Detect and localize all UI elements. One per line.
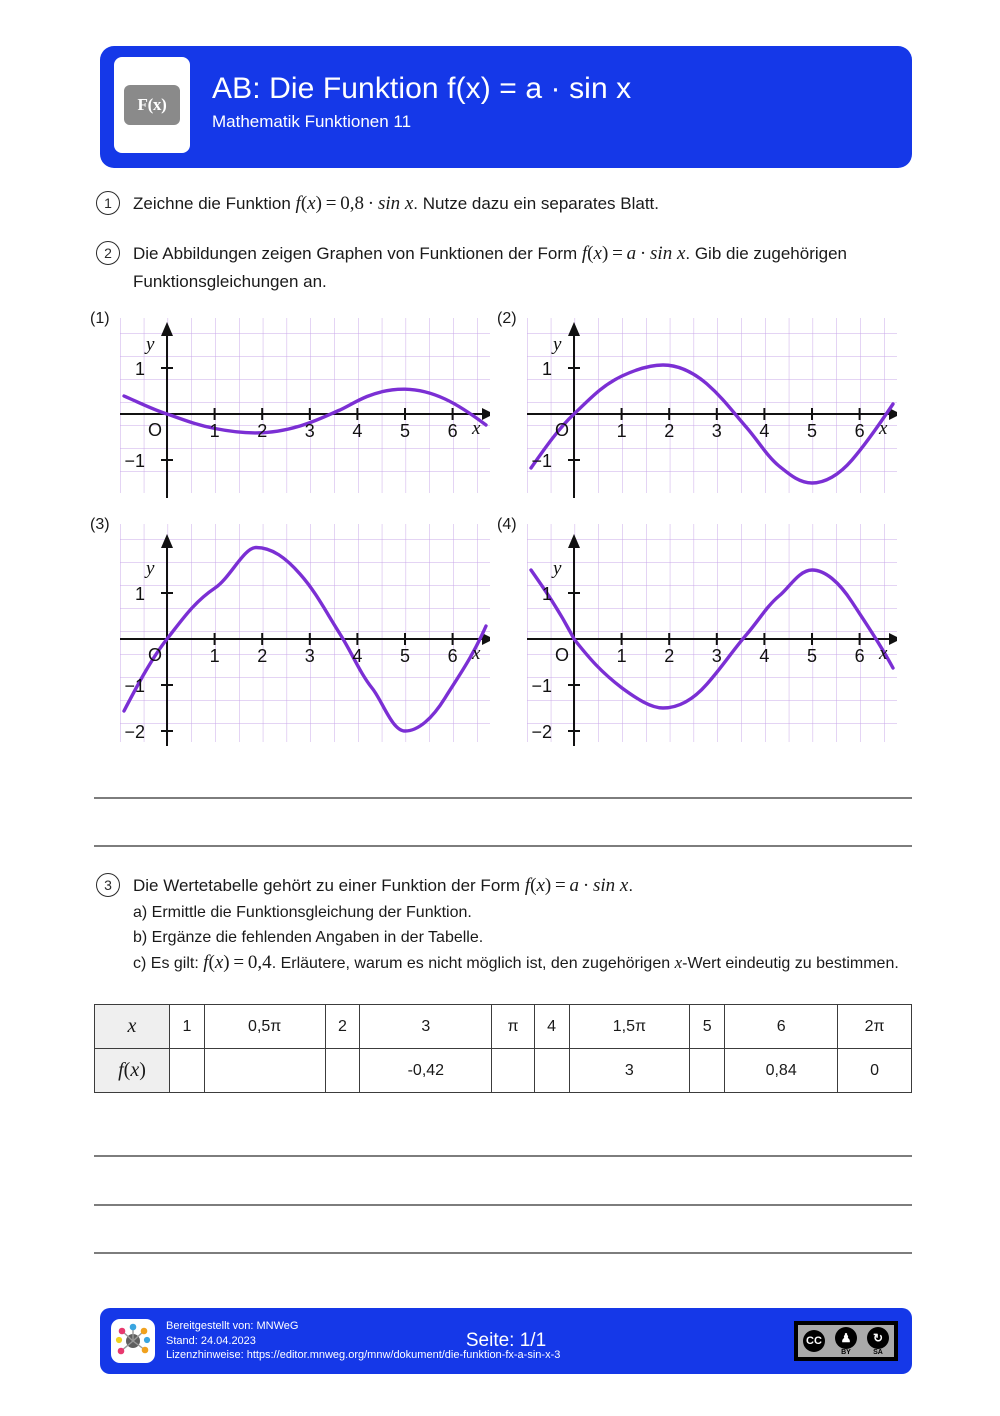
mnweg-logo-svg (111, 1319, 155, 1363)
table-row-x (95, 1005, 912, 1049)
task-3b: b) Ergänze die fehlenden Angaben in der Tabelle. (133, 929, 484, 946)
table-cell-fx-7[interactable] (690, 1049, 725, 1093)
graph-2-xtick-4: 4 (759, 421, 770, 441)
task-3 (96, 872, 916, 977)
table-cell-fx-8[interactable]: 0,84 (725, 1049, 838, 1093)
cc-by-icon: ♟ (835, 1327, 857, 1349)
task-3c (133, 950, 913, 977)
graph-3-xlabel: x (472, 643, 481, 664)
graph-3-xtick-5: 5 (399, 646, 411, 666)
header-badge (114, 57, 190, 153)
cc-sa-label: SA (873, 1348, 883, 1356)
task-2-number: 2 (96, 241, 120, 265)
page-subtitle: Mathematik Funktionen 11 (212, 112, 412, 131)
fx-icon: F(x) (124, 85, 180, 125)
task-1 (96, 190, 916, 218)
table-cell-fx-9[interactable]: 0 (838, 1049, 912, 1093)
graph-4-ytick-neg1: −1 (531, 676, 552, 696)
graph-3-xtick-3: 3 (304, 646, 315, 666)
table-cell-x-9[interactable]: 2π (838, 1005, 912, 1049)
task-3-text (133, 872, 913, 977)
footer-license[interactable]: Lizenzhinweise: https://editor.mnweg.org/mnw/dokument/die-funktion-fx-a-sin-x-3 (166, 1349, 561, 1362)
table-cell-x-5[interactable]: 4 (534, 1005, 569, 1049)
graph-2-origin: O (555, 420, 570, 440)
table-cell-x-6[interactable]: 1,5π (569, 1005, 690, 1049)
task-3-formula: f(x) = a · sin x (524, 875, 629, 896)
cc-sa-group (867, 1327, 889, 1356)
worksheet-header (100, 46, 912, 168)
graph-2-xtick-3: 3 (711, 421, 722, 441)
worksheet-footer (100, 1308, 912, 1374)
graph-4-ytick-neg2: −2 (531, 722, 552, 742)
footer-stand: Stand: 24.04.2023 (166, 1334, 256, 1347)
answer-line-4[interactable] (94, 1204, 912, 1206)
graph-3-xtick-1: 1 (209, 646, 220, 666)
graph-4-xtick-6: 6 (854, 646, 865, 666)
graph-2-xlabel: x (879, 418, 888, 439)
footer-page-number: Seite: 1/1 (465, 1330, 547, 1351)
graph-4-label: (4) (497, 516, 517, 533)
graph-2-label: (2) (497, 310, 517, 327)
graph-2-svg (527, 310, 897, 500)
graph-4-xtick-3: 3 (711, 646, 722, 666)
graph-1-plot (120, 310, 490, 505)
task-2-text (133, 240, 903, 296)
table-cell-x-8[interactable]: 6 (725, 1005, 838, 1049)
graph-3-xtick-6: 6 (447, 646, 458, 666)
graph-1-origin: O (148, 420, 163, 440)
answer-line-2[interactable] (94, 845, 912, 847)
task-3a: a) Ermittle die Funktionsgleichung der Funktion. (133, 904, 472, 921)
mnweg-logo-icon (111, 1319, 155, 1363)
table-header-x: x (95, 1005, 170, 1049)
graph-3-plot (120, 516, 490, 753)
graph-3-ytick-neg1: −1 (124, 676, 145, 696)
graph-panel-3 (90, 516, 490, 748)
cc-icon: CC (803, 1330, 825, 1352)
value-table (94, 1004, 912, 1093)
graph-1-xtick-4: 4 (352, 421, 363, 441)
graph-1-svg (120, 310, 490, 500)
cc-sa-icon: ↻ (867, 1327, 889, 1349)
table-cell-x-4[interactable]: π (492, 1005, 534, 1049)
task-2-text-before: Die Abbildungen zeigen Graphen von Funktionen der Form (133, 244, 582, 263)
graph-panel-2 (497, 310, 897, 500)
table-cell-x-3[interactable]: 3 (360, 1005, 492, 1049)
graph-4-xtick-2: 2 (664, 646, 675, 666)
graph-2-plot (527, 310, 897, 505)
graph-3-xtick-2: 2 (257, 646, 268, 666)
graph-2-xtick-2: 2 (664, 421, 675, 441)
footer-meta (166, 1319, 560, 1363)
graph-4-ylabel: y (553, 558, 562, 579)
table-cell-fx-3[interactable]: -0,42 (360, 1049, 492, 1093)
header-text-group (212, 72, 631, 133)
answer-line-1[interactable] (94, 797, 912, 799)
task-3-intro (133, 872, 913, 900)
task-1-number: 1 (96, 191, 120, 215)
graph-2-xtick-1: 1 (616, 421, 627, 441)
cc-license-badge[interactable] (794, 1321, 898, 1361)
graph-4-xtick-4: 4 (759, 646, 770, 666)
task-1-text-before: Zeichne die Funktion (133, 194, 296, 213)
task-3-text-before: Die Wertetabelle gehört zu einer Funktion der Form (133, 876, 525, 895)
task-3-number: 3 (96, 873, 120, 897)
graph-4-origin: O (555, 645, 570, 665)
task-2-text-after: . Gib die zugehörigen Funktionsgleichungen an. (133, 244, 847, 291)
graph-4-svg (527, 516, 897, 748)
task-3c-before: c) Es gilt: (133, 955, 204, 972)
table-cell-x-0[interactable]: 1 (170, 1005, 205, 1049)
table-cell-fx-6[interactable]: 3 (569, 1049, 690, 1093)
graph-1-xtick-5: 5 (399, 421, 411, 441)
table-cell-x-7[interactable]: 5 (690, 1005, 725, 1049)
graph-2-ytick-1: 1 (541, 359, 552, 379)
graph-4-xlabel: x (879, 643, 888, 664)
table-cell-fx-5[interactable] (534, 1049, 569, 1093)
cc-by-group (835, 1327, 857, 1356)
answer-line-3[interactable] (94, 1155, 912, 1157)
graph-1-ylabel: y (146, 334, 155, 355)
graph-1-xlabel: x (472, 418, 481, 439)
graph-4-xtick-1: 1 (616, 646, 627, 666)
graph-1-ytick-neg1: −1 (124, 451, 145, 471)
graph-4-ytick-1: 1 (541, 584, 552, 604)
graph-1-label: (1) (90, 310, 110, 327)
graph-3-xtick-4: 4 (352, 646, 363, 666)
graph-1-ytick-1: 1 (134, 359, 145, 379)
graph-panel-1 (90, 310, 490, 500)
cc-license-inner (798, 1325, 894, 1357)
graph-2-xtick-6: 6 (854, 421, 865, 441)
graph-2-ytick-neg1: −1 (531, 451, 552, 471)
task-2 (96, 240, 916, 296)
graph-3-ytick-neg2: −2 (124, 722, 145, 742)
task-1-formula: f(x) = 0,8 · sin x (295, 193, 414, 214)
table-cell-fx-4[interactable] (492, 1049, 534, 1093)
table-cell-fx-1[interactable] (204, 1049, 325, 1093)
graph-1-xtick-3: 3 (304, 421, 315, 441)
task-3-text-after: . (628, 876, 634, 895)
task-3c-formula: f(x) = 0,4 (203, 952, 272, 973)
graph-3-origin: O (148, 645, 163, 665)
task-2-formula: f(x) = a · sin x (581, 243, 686, 264)
graph-1-xtick-1: 1 (209, 421, 220, 441)
graph-3-ytick-1: 1 (134, 584, 145, 604)
graph-3-ylabel: y (146, 558, 155, 579)
graph-2-xtick-5: 5 (806, 421, 818, 441)
graph-3-svg (120, 516, 490, 748)
task-1-text-after: . Nutze dazu ein separates Blatt. (413, 194, 659, 213)
graph-2-ylabel: y (553, 334, 562, 355)
graph-1-xtick-6: 6 (447, 421, 458, 441)
cc-by-label: BY (841, 1348, 851, 1356)
graph-4-plot (527, 516, 897, 753)
task-3c-after: . Erläutere, warum es nicht möglich ist, den zugehörigen x-Wert eindeutig zu bestimmen. (271, 953, 899, 972)
table-header-fx: f(x) (95, 1049, 170, 1093)
page-title: AB: Die Funktion f(x) = a · sin x (212, 72, 632, 105)
graph-4-xtick-5: 5 (806, 646, 818, 666)
graph-1-xtick-2: 2 (257, 421, 268, 441)
footer-provided-by: Bereitgestellt von: MNWeG (166, 1320, 299, 1333)
graph-panel-4 (497, 516, 897, 748)
table-cell-fx-0[interactable] (170, 1049, 205, 1093)
task-1-text (133, 190, 659, 218)
graph-3-label: (3) (90, 516, 110, 533)
table-row-fx (95, 1049, 912, 1093)
table-cell-x-1[interactable]: 0,5π (204, 1005, 325, 1049)
table-cell-x-2[interactable]: 2 (325, 1005, 360, 1049)
answer-line-5[interactable] (94, 1252, 912, 1254)
table-cell-fx-2[interactable] (325, 1049, 360, 1093)
